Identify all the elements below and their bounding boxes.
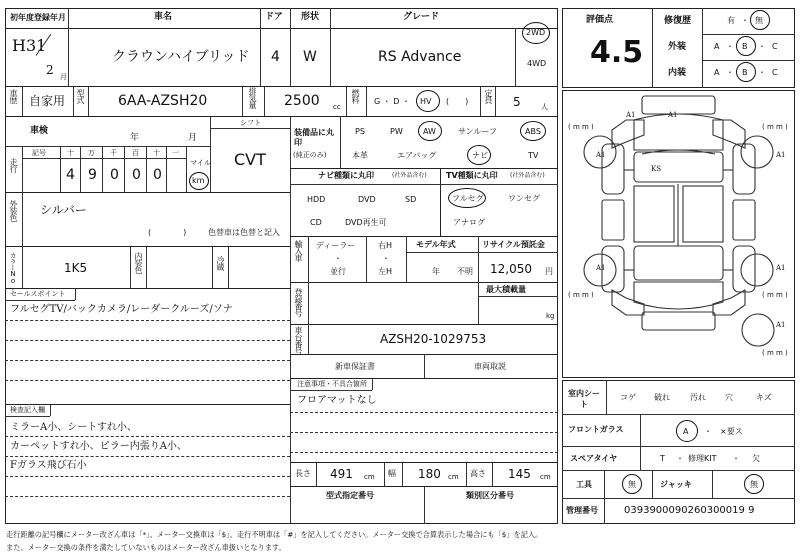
equipment-label: 装備品に丸印 bbox=[294, 128, 334, 148]
inspector-line-3: Fガラス飛び石小 bbox=[10, 460, 87, 471]
displacement-label: 排気量 bbox=[248, 87, 257, 108]
fuel-selected: HV bbox=[420, 97, 432, 106]
door-label: ドア bbox=[265, 12, 283, 22]
inspector-line-1: ミラーA小、シートすれ小、 bbox=[10, 422, 137, 433]
import-label: 輸入車 bbox=[294, 240, 303, 261]
sales-point-label: セールスポイント bbox=[10, 290, 66, 298]
model-year-unit: 年 bbox=[432, 267, 440, 276]
color-no-label: カラーNo. bbox=[9, 252, 17, 291]
mileage-digit: 0 bbox=[110, 167, 119, 183]
repair-dot: ・ bbox=[741, 16, 749, 25]
damage-mark: KS bbox=[651, 165, 662, 173]
capacity-value: 5 bbox=[513, 95, 521, 109]
import-right-h: 右H bbox=[378, 241, 393, 250]
height-label: 高さ bbox=[470, 469, 486, 478]
int-grade-b: B bbox=[742, 68, 748, 77]
height-value: 145 bbox=[508, 467, 531, 481]
type-spec-label: 型式指定番号 bbox=[326, 491, 374, 500]
recycle-value: 12,050 bbox=[490, 262, 532, 276]
damage-mark: A1 bbox=[596, 264, 606, 272]
notes-label: 注意事項・不具合箇所 bbox=[297, 380, 367, 388]
length-unit: cm bbox=[364, 473, 375, 481]
damage-mark: A1 bbox=[776, 321, 786, 329]
spare-option: ・ bbox=[676, 454, 684, 463]
windshield-x: ×要ス bbox=[720, 427, 743, 436]
shift-label: シフト bbox=[240, 119, 261, 127]
seat-option: コゲ bbox=[620, 393, 636, 402]
navi-dvd: DVD bbox=[358, 195, 376, 204]
fuel-options: G ・ D ・ bbox=[374, 97, 410, 106]
equip-navi: ナビ bbox=[472, 151, 488, 160]
int-dot-2: ・ bbox=[758, 68, 766, 77]
mileage-digit: 0 bbox=[153, 167, 162, 183]
repair-label: 修復歴 bbox=[664, 16, 692, 26]
fuel-paren: ( ) bbox=[446, 97, 469, 106]
windshield-a: A bbox=[683, 427, 689, 436]
shaken-label: 車検 bbox=[30, 126, 49, 136]
spare-option: ・ bbox=[732, 454, 740, 463]
tire-paren-5: ( m m ) bbox=[762, 349, 788, 357]
mileage-digit-header: 十 bbox=[153, 149, 160, 157]
model-label: 型式 bbox=[76, 89, 85, 103]
ext-grade-c: C bbox=[772, 42, 778, 51]
first-reg-month: 2 bbox=[46, 63, 54, 77]
length-label: 長さ bbox=[295, 469, 311, 478]
chassis-value: AZSH20-1029753 bbox=[380, 332, 487, 346]
jack-value: 無 bbox=[750, 480, 758, 489]
exterior-label: 外装 bbox=[668, 42, 687, 52]
manual-label: 車両取説 bbox=[474, 362, 506, 371]
seat-option: キズ bbox=[756, 393, 772, 402]
tv-type-label: TV種類に丸印 bbox=[446, 171, 498, 180]
fuel-label: 燃料 bbox=[351, 89, 360, 103]
seat-option: 汚れ bbox=[690, 393, 706, 402]
tv-oneseg: ワンセグ bbox=[508, 194, 540, 203]
equip-leather: 本革 bbox=[352, 151, 368, 160]
mileage-digit: 4 bbox=[66, 167, 75, 183]
int-grade-a: A bbox=[714, 68, 720, 77]
car-name-label: 車名 bbox=[154, 12, 173, 22]
footnote-line-2: また、メーター交換の条件を満たしていないものはメーター改ざん車扱いとなります。 bbox=[6, 543, 286, 552]
inspector-line-2: カーペットすれ小、ピラー内張りA小、 bbox=[10, 441, 187, 452]
damage-mark: A1 bbox=[776, 264, 786, 272]
tire-paren-1: ( m m ) bbox=[568, 123, 594, 131]
mgmt-label: 管理番号 bbox=[566, 506, 598, 515]
int-dot-1: ・ bbox=[726, 68, 734, 77]
warranty-label: 新車保証書 bbox=[335, 362, 375, 371]
exterior-color-paren: ( ) bbox=[148, 228, 187, 237]
mgmt-value: 0393900090260300019 9 bbox=[624, 505, 755, 516]
import-dot-2: ・ bbox=[382, 254, 390, 263]
navi-type-label: ナビ種類に丸印 bbox=[318, 171, 374, 180]
exterior-color-note: 色替車は色替と記入 bbox=[208, 228, 280, 237]
exterior-color-label: 外装色 bbox=[9, 200, 18, 221]
equip-abs: ABS bbox=[525, 127, 541, 136]
int-grade-c: C bbox=[772, 68, 778, 77]
shape-value: W bbox=[303, 49, 317, 65]
equip-ps: PS bbox=[355, 127, 365, 136]
drive-4wd: 4WD bbox=[527, 59, 547, 68]
mileage-digit: 0 bbox=[132, 167, 141, 183]
damage-mark: A1 bbox=[668, 111, 678, 119]
category-label: 類別区分番号 bbox=[466, 491, 514, 500]
capacity-unit: 人 bbox=[541, 103, 548, 111]
grade-value: RS Advance bbox=[378, 49, 462, 65]
windshield-label: フロントガラス bbox=[568, 425, 624, 434]
spare-option: T bbox=[660, 454, 665, 463]
navi-sd: SD bbox=[405, 195, 417, 204]
mileage-digit-header: 万 bbox=[88, 149, 95, 157]
doors-value: 4 bbox=[271, 49, 280, 65]
mileage-digit-header: 千 bbox=[110, 149, 117, 157]
drive-2wd: 2WD bbox=[526, 28, 546, 37]
seat-option: 破れ bbox=[654, 393, 670, 402]
ext-grade-b: B bbox=[742, 42, 748, 51]
footnote-line-1: 走行距離の記号欄にメーター改ざん車は「*」、メーター交換車は「$」、走行不明車は「#」を記入してください。メーター交換で合算表示した場合にも「$」を記入。 bbox=[6, 530, 543, 539]
repair-no: 無 bbox=[755, 16, 763, 25]
damage-mark: A1 bbox=[596, 151, 606, 159]
recycle-label: リサイクル預託金 bbox=[482, 240, 545, 249]
shaken-month-unit: 月 bbox=[188, 133, 198, 143]
tools-label: 工具 bbox=[576, 480, 592, 489]
import-dealer: ディーラー bbox=[316, 241, 356, 250]
windshield-dot: ・ bbox=[704, 427, 712, 436]
jack-label: ジャッキ bbox=[660, 480, 692, 489]
width-unit: cm bbox=[448, 473, 459, 481]
repair-yes: 有 bbox=[727, 16, 735, 25]
navi-type-sub: (社外品含む) bbox=[392, 172, 427, 179]
height-unit: cm bbox=[540, 473, 551, 481]
spare-label: スペアタイヤ bbox=[570, 454, 618, 463]
model-value: 6AA-AZSH20 bbox=[118, 93, 208, 109]
spare-option: 修理KIT bbox=[688, 454, 717, 463]
interior-seat-label: 室内シート bbox=[568, 389, 600, 410]
ext-dot-1: ・ bbox=[726, 42, 734, 51]
equipment-sublabel: (純正のみ) bbox=[293, 151, 327, 159]
mileage-digit-header: 十 bbox=[67, 149, 74, 157]
car-diagram bbox=[562, 90, 795, 378]
import-left-h: 左H bbox=[378, 267, 393, 276]
equip-sunroof: サンルーフ bbox=[458, 127, 497, 136]
mileage-mark-label: 記号 bbox=[32, 149, 46, 157]
shaken-year-unit: 年 bbox=[130, 133, 140, 143]
tv-analog: アナログ bbox=[453, 218, 485, 227]
mileage-label: 走行 bbox=[9, 158, 18, 172]
import-parallel: 並行 bbox=[330, 267, 346, 276]
usage-value: 自家用 bbox=[29, 94, 66, 108]
tv-fullseg: フルセグ bbox=[452, 194, 484, 203]
tire-paren-3: ( m m ) bbox=[568, 291, 594, 299]
registration-label: 登録番号 bbox=[294, 288, 303, 316]
length-value: 491 bbox=[330, 467, 353, 481]
car-name: クラウンハイブリッド bbox=[112, 49, 250, 65]
spare-option: 欠 bbox=[752, 454, 760, 463]
max-load-label: 最大積載量 bbox=[486, 285, 526, 294]
mileage-digit-header: 一 bbox=[172, 149, 179, 157]
model-year-label: モデル年式 bbox=[416, 240, 456, 249]
shape-label: 形状 bbox=[301, 12, 320, 22]
ext-grade-a: A bbox=[714, 42, 720, 51]
equip-aw: AW bbox=[423, 127, 436, 136]
capacity-label: 定員 bbox=[484, 89, 493, 103]
exterior-color-value: シルバー bbox=[40, 203, 87, 217]
width-value: 180 bbox=[418, 467, 441, 481]
navi-hdd: HDD bbox=[307, 195, 326, 204]
notes-value: フロアマットなし bbox=[297, 395, 377, 406]
damage-mark: A1 bbox=[626, 111, 636, 119]
sales-point-text: フルセグTV/バックカメラ/レーダークルーズ/ソナ bbox=[10, 304, 233, 315]
navi-cd: CD bbox=[310, 218, 322, 227]
grade-label: グレード bbox=[403, 12, 440, 22]
first-reg-year: H31 bbox=[12, 36, 47, 55]
interior-color-label: 内装色 bbox=[134, 252, 143, 273]
mileage-unit-km: km bbox=[192, 176, 205, 185]
equip-airbag: エアバッグ bbox=[397, 151, 437, 160]
mileage-unit-mile: マイル bbox=[190, 159, 211, 167]
width-label: 幅 bbox=[388, 469, 396, 478]
equip-pw: PW bbox=[390, 127, 403, 136]
equip-tv: TV bbox=[528, 151, 539, 160]
color-no-value: 1K5 bbox=[64, 261, 88, 275]
score-label: 評価点 bbox=[586, 15, 614, 25]
seat-option: 穴 bbox=[725, 393, 733, 402]
ext-dot-2: ・ bbox=[758, 42, 766, 51]
tire-paren-4: ( m m ) bbox=[762, 291, 788, 299]
shift-value: CVT bbox=[234, 150, 266, 169]
month-unit: 月 bbox=[60, 73, 67, 81]
model-year-unknown: 不明 bbox=[457, 267, 473, 276]
usage-label: 車歴 bbox=[9, 89, 18, 103]
tools-value: 無 bbox=[628, 480, 636, 489]
tv-type-sub: (社外品含む) bbox=[510, 172, 545, 179]
first-reg-label: 初年度登録年月 bbox=[10, 13, 66, 22]
import-dot-1: ・ bbox=[334, 254, 342, 263]
displacement-value: 2500 bbox=[284, 93, 320, 109]
max-load-unit: kg bbox=[546, 312, 555, 320]
recycle-yen: 円 bbox=[545, 267, 553, 276]
mileage-digit: 9 bbox=[88, 167, 97, 183]
displacement-unit: cc bbox=[333, 103, 341, 111]
fridge-label: 冷蔵 bbox=[216, 256, 225, 270]
chassis-label: 車台番号 bbox=[294, 326, 303, 354]
inspector-label: 検査記入欄 bbox=[10, 406, 45, 414]
navi-dvd-play: DVD再生可 bbox=[345, 218, 387, 227]
mileage-digit-header: 百 bbox=[132, 149, 139, 157]
interior-label: 内装 bbox=[668, 68, 687, 78]
tire-paren-2: ( m m ) bbox=[762, 123, 788, 131]
score-value: 4.5 bbox=[590, 35, 644, 70]
damage-mark: A1 bbox=[776, 151, 786, 159]
